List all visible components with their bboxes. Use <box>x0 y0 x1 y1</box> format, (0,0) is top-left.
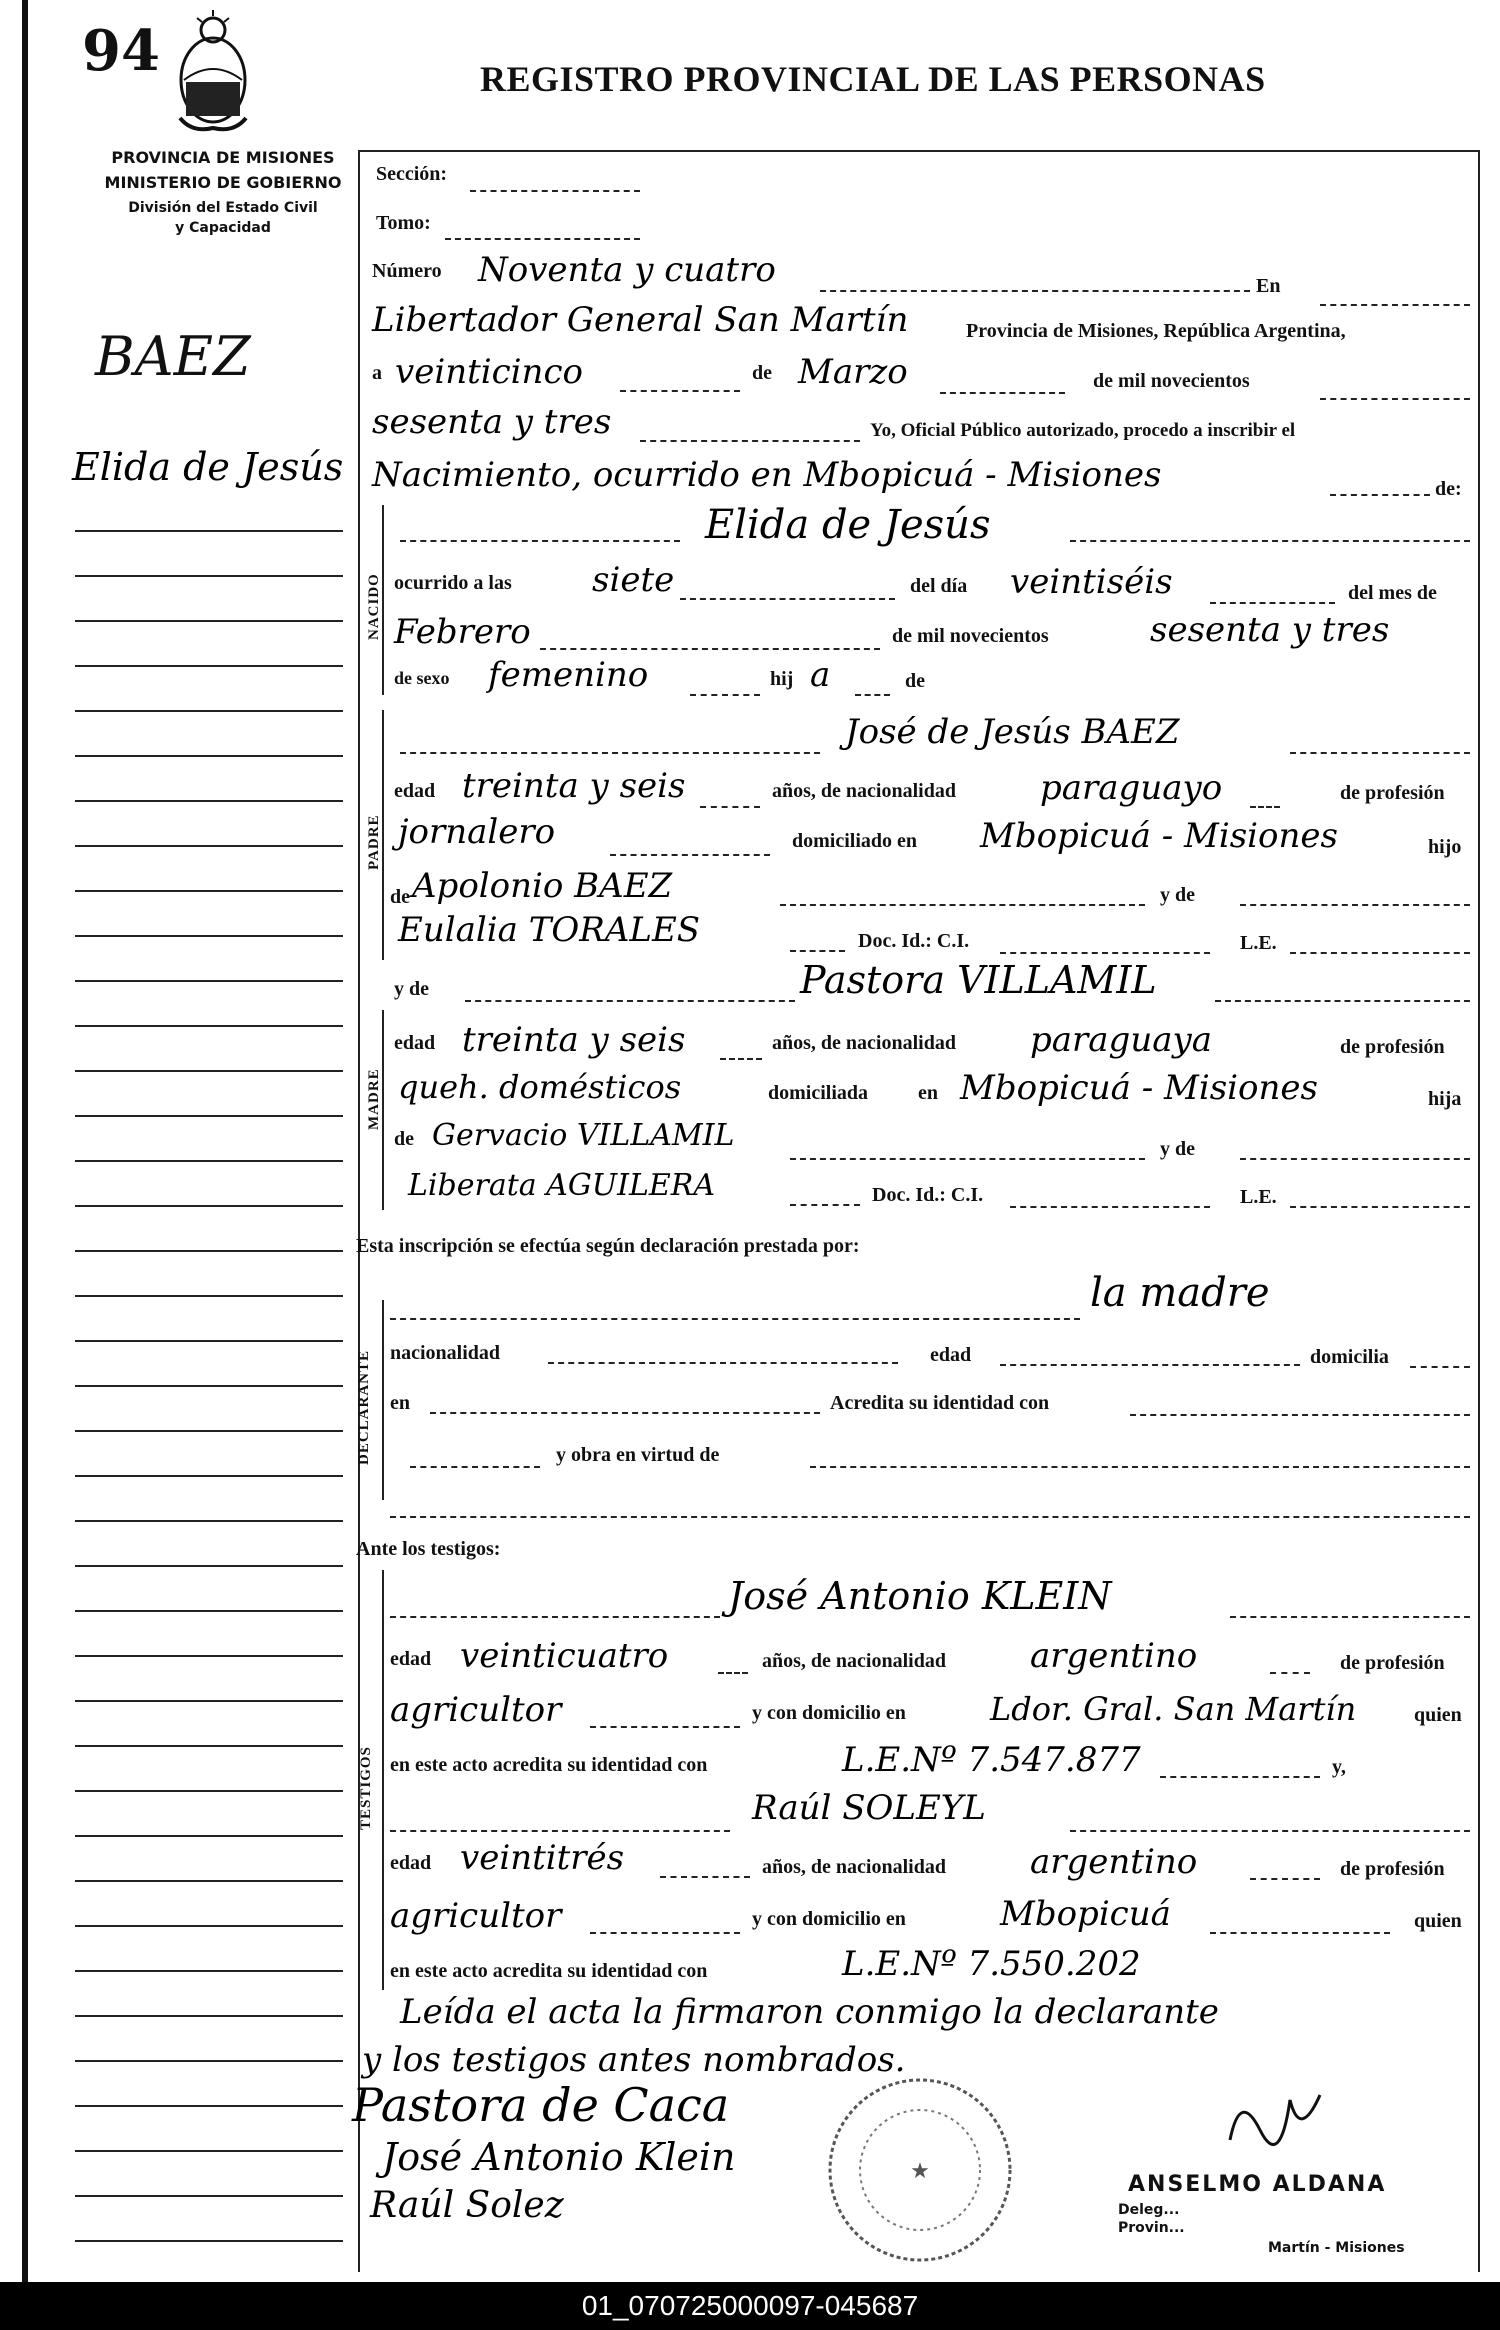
padre-nac-line <box>1250 806 1280 808</box>
madre-dom-value: Mbopicuá - Misiones <box>960 1068 1318 1108</box>
padre-anos-label: años, de nacionalidad <box>772 780 956 802</box>
madre-ci-line <box>1010 1206 1210 1208</box>
t2-quien-label: quien <box>1414 1910 1462 1932</box>
padre-nombre-line-left <box>400 752 820 754</box>
margin-rule-line <box>75 2150 343 2152</box>
t1-prof-value: agricultor <box>390 1690 562 1730</box>
t1-y-label: y, <box>1332 1756 1346 1778</box>
t2-edad-label: edad <box>390 1852 432 1874</box>
margin-rule-line <box>75 1250 343 1252</box>
margin-rule-line <box>75 1025 343 1027</box>
en-label: En <box>1256 275 1281 297</box>
t2-doc-value: L.E.Nº 7.550.202 <box>842 1944 1141 1984</box>
t2-dom-value: Mbopicuá <box>1000 1894 1171 1934</box>
inscripcion-label: Esta inscripción se efectúa según declaración prestada por: <box>356 1235 860 1257</box>
t2-nac-value: argentino <box>1030 1842 1198 1882</box>
padre-edad-label: edad <box>394 780 436 802</box>
nombre-line-left <box>400 540 680 542</box>
yo-label: Yo, Oficial Público autorizado, procedo a inscribir el <box>870 420 1296 441</box>
dia-inscripcion-line <box>620 390 740 392</box>
t2-nombre-line-left <box>390 1830 730 1832</box>
t1-anos-label: años, de nacionalidad <box>762 1650 946 1672</box>
madre-y-de-label: y de <box>394 978 429 1000</box>
de-label-2: de <box>905 670 925 692</box>
hora-value: siete <box>592 560 675 600</box>
t1-profesion-label: de profesión <box>1340 1652 1445 1674</box>
margin-rule-line <box>75 1160 343 1162</box>
anio-value: sesenta y tres <box>1150 610 1390 650</box>
t1-nac-line <box>1270 1672 1310 1674</box>
padre-madre-value: Eulalia TORALES <box>398 910 701 950</box>
margin-rule-line <box>75 1430 343 1432</box>
numero-line <box>820 290 1250 292</box>
nombre-line-right <box>1070 540 1470 542</box>
margin-rule-line <box>75 1565 343 1567</box>
margin-rule-line <box>75 1340 343 1342</box>
madre-le-label: L.E. <box>1240 1186 1277 1208</box>
padre-le-line <box>1290 952 1470 954</box>
t2-prof-value: agricultor <box>390 1896 562 1936</box>
t1-edad-line <box>718 1672 748 1674</box>
madre-edad-label: edad <box>394 1032 436 1054</box>
page-number: 94 <box>82 18 160 84</box>
mes-line <box>540 648 880 650</box>
issuer-line: y Capacidad <box>175 220 271 236</box>
madre-y-de-label-2: y de <box>1160 1138 1195 1160</box>
officer-signature-icon <box>1220 2080 1340 2160</box>
margin-rule-line <box>75 1070 343 1072</box>
t1-prof-line <box>590 1726 740 1728</box>
issuer-line: MINISTERIO DE GOBIERNO <box>104 173 342 192</box>
svg-text:★: ★ <box>910 2159 930 2184</box>
padre-edad-line <box>700 806 760 808</box>
padre-edad-value: treinta y seis <box>462 766 686 806</box>
padre-dom-value: Mbopicuá - Misiones <box>980 816 1338 856</box>
coat-of-arms-icon <box>172 8 254 138</box>
margin-rule-line <box>75 1205 343 1207</box>
signature-witness-1: José Antonio Klein <box>382 2135 736 2179</box>
nacionalidad-line <box>548 1362 898 1364</box>
section-divider <box>382 1300 385 1500</box>
margin-rule-line <box>75 1520 343 1522</box>
padre-y-de-label: y de <box>1160 884 1195 906</box>
margin-rule-line <box>75 620 343 622</box>
margin-rule-line <box>75 1880 343 1882</box>
acredita-label: Acredita su identidad con <box>830 1392 1050 1414</box>
margin-rule-line <box>75 800 343 802</box>
acredita-line <box>1130 1414 1470 1416</box>
footer-bar <box>0 2282 1500 2330</box>
del-dia-label: del día <box>910 575 968 597</box>
t1-nac-value: argentino <box>1030 1636 1198 1676</box>
t1-dom-value: Ldor. Gral. San Martín <box>990 1690 1357 1728</box>
t1-domicilio-label: y con domicilio en <box>752 1702 906 1724</box>
tomo-line <box>445 238 640 240</box>
obra-label: y obra en virtud de <box>556 1444 720 1466</box>
margin-rule-line <box>75 1610 343 1612</box>
decl-extra-line <box>390 1516 1470 1518</box>
padre-padre-line <box>780 904 1145 906</box>
hij-label: hij <box>770 668 794 690</box>
en-line <box>1320 304 1470 306</box>
hora-line <box>680 598 895 600</box>
madre-madre-line <box>790 1204 860 1206</box>
madre-prof-value: queh. domésticos <box>398 1068 682 1106</box>
signature-declarante: Pastora de Caca <box>352 2078 730 2132</box>
margin-rule-line <box>75 1790 343 1792</box>
margin-rule-line <box>75 530 343 532</box>
t2-nac-line <box>1250 1878 1320 1880</box>
margin-rule-line <box>75 980 343 982</box>
officer-line: Deleg... <box>1118 2202 1180 2218</box>
seccion-label: Sección: <box>376 163 448 185</box>
acto-line <box>1330 494 1430 496</box>
padre-nombre-line-right <box>1290 752 1470 754</box>
closing-line-2: y los testigos antes nombrados. <box>362 2040 906 2080</box>
t1-edad-value: veinticuatro <box>460 1636 669 1676</box>
margin-rule-line <box>75 2195 343 2197</box>
declarante-line-left <box>390 1318 1080 1320</box>
margin-rule-line <box>75 1925 343 1927</box>
margin-rule-line <box>75 2105 343 2107</box>
madre-madre-value: Liberata AGUILERA <box>408 1168 716 1203</box>
nacido-label: NACIDO <box>366 573 382 640</box>
binding-line <box>22 0 28 2290</box>
mes-inscripcion-line <box>940 392 1065 394</box>
declarante-label: DECLARANTE <box>356 1349 372 1465</box>
decl-en-label: en <box>390 1392 410 1414</box>
margin-rule-line <box>75 1970 343 1972</box>
margin-rule-line <box>75 1115 343 1117</box>
margin-rule-line <box>75 1745 343 1747</box>
domiciliada-label: domiciliada <box>768 1082 869 1104</box>
domicilia-line <box>1410 1366 1470 1368</box>
dia-value: veintiséis <box>1010 562 1173 602</box>
padre-padre-value: Apolonio BAEZ <box>412 866 673 906</box>
t1-en-este-label: en este acto acredita su identidad con <box>390 1754 708 1776</box>
anio-line-right <box>1320 398 1470 400</box>
document-title: REGISTRO PROVINCIAL DE LAS PERSONAS <box>480 59 1266 99</box>
t1-edad-label: edad <box>390 1648 432 1670</box>
t1-nombre-line-right <box>1230 1616 1470 1618</box>
domicilia-label: domicilia <box>1310 1346 1389 1368</box>
t2-anos-label: años, de nacionalidad <box>762 1856 946 1878</box>
margin-rule-line <box>75 845 343 847</box>
hijo-label: hijo <box>1428 836 1462 858</box>
section-divider <box>382 1570 385 1990</box>
t2-dom-line <box>1210 1932 1390 1934</box>
margin-surname: BAEZ <box>95 325 251 388</box>
seccion-line <box>470 190 640 192</box>
numero-label: Número <box>372 260 442 282</box>
madre-label: MADRE <box>366 1068 382 1130</box>
obra-line <box>810 1466 1470 1468</box>
t2-edad-line <box>660 1876 750 1878</box>
ocurrido-label: ocurrido a las <box>394 572 512 594</box>
t1-doc-value: L.E.Nº 7.547.877 <box>842 1740 1141 1780</box>
official-seal-icon <box>800 2070 1040 2270</box>
officer-name: ANSELMO ALDANA <box>1128 2172 1387 2197</box>
t2-en-este-label: en este acto acredita su identidad con <box>390 1960 708 1982</box>
padre-nac-value: paraguayo <box>1040 768 1223 808</box>
de-sexo-label: de sexo <box>394 668 450 688</box>
de-mil-novecientos-label: de mil novecientos <box>1093 370 1250 392</box>
padre-label: PADRE <box>366 814 382 870</box>
acto-value: Nacimiento, ocurrido en Mbopicuá - Misiones <box>372 455 1162 495</box>
madre-edad-value: treinta y seis <box>462 1020 686 1060</box>
padre-le-label: L.E. <box>1240 932 1277 954</box>
nombre-value: Elida de Jesús <box>705 502 991 548</box>
margin-rule-line <box>75 665 343 667</box>
declarante-value: la madre <box>1090 1270 1270 1316</box>
madre-nombre-value: Pastora VILLAMIL <box>800 958 1157 1002</box>
hij-line <box>855 694 890 696</box>
t2-domicilio-label: y con domicilio en <box>752 1908 906 1930</box>
padre-prof-line <box>610 854 770 856</box>
anio-inscripcion-value: sesenta y tres <box>372 402 612 442</box>
margin-rule-line <box>75 1700 343 1702</box>
decl-en-line <box>430 1412 820 1414</box>
margin-rule-line <box>75 1655 343 1657</box>
padre-madre-line <box>790 950 845 952</box>
t1-nombre-line-left <box>390 1616 720 1618</box>
madre-nombre-line-left <box>465 1000 795 1002</box>
t2-edad-value: veintitrés <box>460 1838 625 1878</box>
t1-nombre-value: José Antonio KLEIN <box>728 1574 1112 1618</box>
margin-rule-line <box>75 1475 343 1477</box>
madre-doc-label: Doc. Id.: C.I. <box>872 1184 984 1206</box>
tomo-label: Tomo: <box>376 212 431 234</box>
a-label: a <box>372 362 382 384</box>
de-colon-label: de: <box>1435 478 1462 500</box>
officer-line: Provin... <box>1118 2220 1185 2236</box>
madre-y-de-line <box>1240 1158 1470 1160</box>
madre-le-line <box>1290 1206 1470 1208</box>
madre-nombre-line-right <box>1215 1000 1470 1002</box>
document-code: 01_070725000097-045687 <box>581 2290 919 2321</box>
padre-prof-value: jornalero <box>398 812 556 852</box>
madre-edad-line <box>720 1058 762 1060</box>
margin-rule-line <box>75 890 343 892</box>
sexo-value: femenino <box>488 655 649 695</box>
madre-nac-value: paraguaya <box>1030 1020 1212 1060</box>
lugar-value: Libertador General San Martín <box>372 300 909 340</box>
margin-given-names: Elida de Jesús <box>72 445 344 489</box>
margin-rule-line <box>75 1385 343 1387</box>
padre-profesion-label: de profesión <box>1340 782 1445 804</box>
t2-nombre-value: Raúl SOLEYL <box>752 1788 986 1828</box>
padre-de-label: de <box>390 886 410 908</box>
de-mil-novecientos-label-2: de mil novecientos <box>892 625 1049 647</box>
margin-rule-line <box>75 710 343 712</box>
hij-suffix: a <box>810 655 831 695</box>
margin-rule-line <box>75 2240 343 2242</box>
padre-nombre-value: José de Jesús BAEZ <box>845 712 1180 752</box>
ante-label: Ante los testigos: <box>356 1538 501 1560</box>
mes-value: Febrero <box>394 612 531 652</box>
margin-rule-line <box>75 755 343 757</box>
madre-en-label: en <box>918 1082 938 1104</box>
obra-line-left <box>410 1466 540 1468</box>
margin-rule-line <box>75 2015 343 2017</box>
provincia-label: Provincia de Misiones, República Argentina, <box>966 320 1346 342</box>
madre-padre-line <box>790 1158 1145 1160</box>
issuer-block <box>88 148 358 236</box>
padre-doc-label: Doc. Id.: C.I. <box>858 930 970 952</box>
t2-profesion-label: de profesión <box>1340 1858 1445 1880</box>
officer-line: Martín - Misiones <box>1268 2240 1405 2256</box>
padre-ci-line <box>1000 952 1210 954</box>
t2-prof-line <box>590 1932 740 1934</box>
t2-nombre-line-right <box>1070 1830 1470 1832</box>
signature-witness-2: Raúl Solez <box>370 2185 564 2226</box>
margin-rule-line <box>75 935 343 937</box>
hija-label: hija <box>1428 1088 1462 1110</box>
sexo-line <box>690 694 760 696</box>
domiciliado-label: domiciliado en <box>792 830 918 852</box>
numero-value: Noventa y cuatro <box>478 250 776 290</box>
mes-inscripcion-value: Marzo <box>798 352 908 392</box>
del-mes-de-label: del mes de <box>1348 582 1437 604</box>
anio-inscripcion-line <box>640 440 860 442</box>
margin-rule-line <box>75 2060 343 2062</box>
madre-de-label: de <box>394 1128 414 1150</box>
t1-quien-label: quien <box>1414 1704 1462 1726</box>
dia-line <box>1210 602 1335 604</box>
de-label: de <box>752 362 772 384</box>
dia-inscripcion-value: veinticinco <box>395 352 583 392</box>
madre-padre-value: Gervacio VILLAMIL <box>432 1118 735 1153</box>
t1-doc-line <box>1160 1776 1320 1778</box>
madre-anos-label: años, de nacionalidad <box>772 1032 956 1054</box>
closing-line-1: Leída el acta la firmaron conmigo la declarante <box>400 1992 1219 2032</box>
margin-rule-line <box>75 1835 343 1837</box>
nacionalidad-label: nacionalidad <box>390 1342 501 1364</box>
testigos-label: TESTIGOS <box>358 1746 374 1830</box>
edad-decl-line <box>1000 1364 1300 1366</box>
edad-label-decl: edad <box>930 1344 972 1366</box>
issuer-line: PROVINCIA DE MISIONES <box>111 148 335 167</box>
padre-y-de-line <box>1240 904 1470 906</box>
margin-rule-line <box>75 1295 343 1297</box>
margin-rule-line <box>75 575 343 577</box>
issuer-line: División del Estado Civil <box>128 200 318 216</box>
madre-profesion-label: de profesión <box>1340 1036 1445 1058</box>
